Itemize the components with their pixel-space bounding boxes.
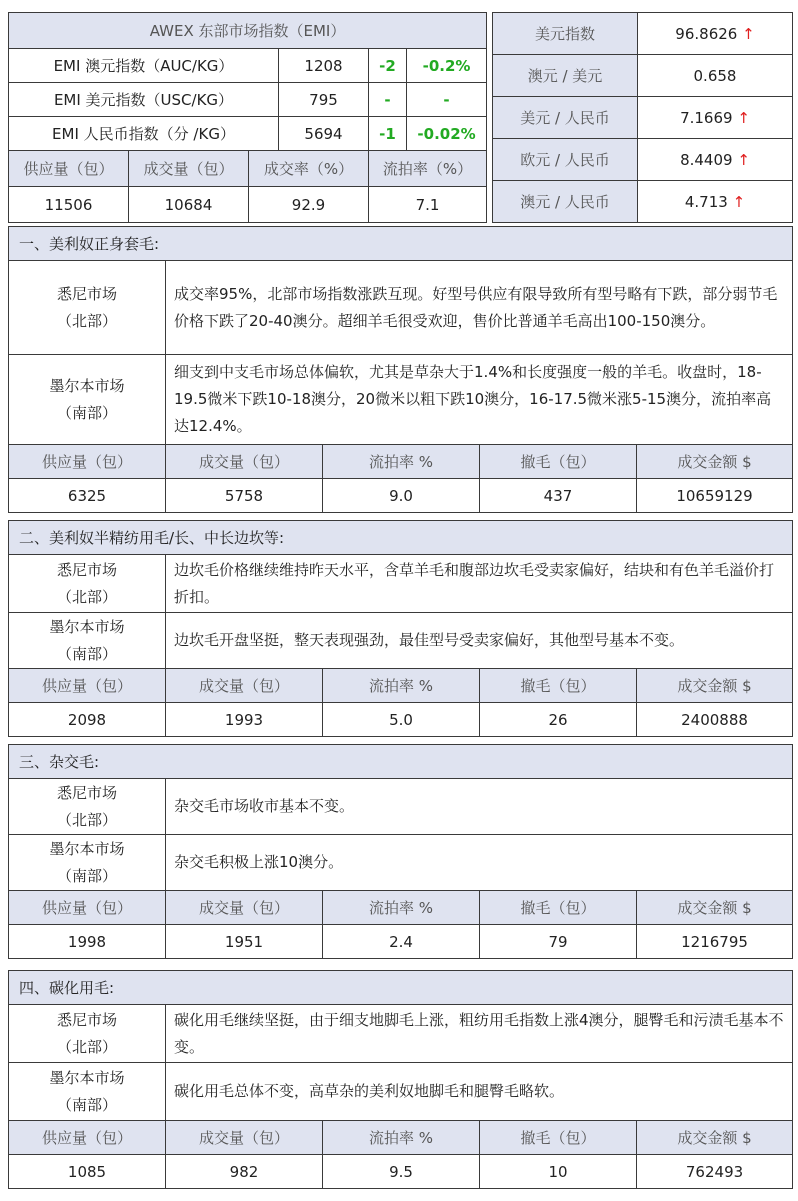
section-title: 三、杂交毛: [9, 745, 793, 779]
stats-value: 92.9 [249, 187, 369, 223]
fx-value-cell [638, 139, 793, 181]
market-name: 悉尼市场 [56, 560, 117, 579]
col-value: 10 [480, 1155, 637, 1189]
section-merino-skirtings [8, 520, 793, 737]
fx-value: 7.1669 [680, 108, 733, 127]
section-title: 二、美利奴半精纺用毛/长、中长边坎等: [9, 521, 793, 555]
col-value: 9.5 [323, 1155, 480, 1189]
market-description: 成交率95%，北部市场指数涨跌互现。好型号供应有限导致所有型号略有下跌，部分弱节毛价格下跌了20-40澳分。超细羊毛很受欢迎，售价比普通羊毛高出100-150澳分。 [166, 261, 793, 355]
market-name: 悉尼市场 [56, 1010, 117, 1029]
section-title: 四、碳化用毛: [9, 971, 793, 1005]
market-region: （北部） [56, 1037, 117, 1056]
col-value: 2098 [9, 703, 166, 737]
fx-value-cell [638, 97, 793, 139]
fx-label: 美元指数 [493, 13, 638, 55]
stats-value: 7.1 [369, 187, 487, 223]
market-region: （北部） [56, 587, 117, 606]
arrow-up-icon: ↑ [732, 192, 746, 211]
col-value: 762493 [637, 1155, 793, 1189]
fx-label: 澳元 / 美元 [493, 55, 638, 97]
emi-row-label: EMI 澳元指数（AUC/KG） [9, 49, 279, 83]
arrow-up-icon: ↑ [737, 108, 750, 127]
col-header: 撤毛（包） [480, 445, 637, 479]
market-description: 杂交毛积极上涨10澳分。 [166, 835, 793, 891]
fx-value: 8.4409 [680, 150, 733, 169]
market-region: （南部） [56, 1095, 117, 1114]
fx-value: 0.658 [693, 66, 737, 85]
col-value: 1993 [166, 703, 323, 737]
emi-row-value: 5694 [279, 117, 369, 151]
market-region: （南部） [56, 866, 117, 885]
market-cell [9, 555, 166, 613]
emi-row-pct: -0.02% [407, 117, 487, 151]
col-value: 9.0 [323, 479, 480, 513]
col-header: 成交金额 $ [637, 669, 793, 703]
emi-row-label: EMI 美元指数（USC/KG） [9, 83, 279, 117]
stats-header: 成交量（包） [129, 151, 249, 187]
market-region: （北部） [56, 311, 117, 330]
fx-value-cell [638, 181, 793, 223]
market-cell [9, 261, 166, 355]
market-region: （南部） [56, 403, 117, 422]
market-description: 边坎毛价格继续维持昨天水平，含草羊毛和腹部边坎毛受卖家偏好，结块和有色羊毛溢价打折扣。 [166, 555, 793, 613]
market-cell [9, 835, 166, 891]
col-header: 供应量（包） [9, 1121, 166, 1155]
stats-header: 成交率（%） [249, 151, 369, 187]
col-value: 79 [480, 925, 637, 959]
fx-label: 澳元 / 人民币 [493, 181, 638, 223]
col-value: 10659129 [637, 479, 793, 513]
col-header: 成交量（包） [166, 669, 323, 703]
emi-row-change: -1 [369, 117, 407, 151]
stats-header: 流拍率（%） [369, 151, 487, 187]
market-name: 悉尼市场 [56, 284, 117, 303]
market-description: 碳化用毛总体不变，高草杂的美利奴地脚毛和腿臀毛略软。 [166, 1063, 793, 1121]
col-header: 供应量（包） [9, 669, 166, 703]
emi-row-value: 1208 [279, 49, 369, 83]
col-value: 1085 [9, 1155, 166, 1189]
col-header: 流拍率 % [323, 1121, 480, 1155]
col-header: 成交量（包） [166, 445, 323, 479]
col-value: 982 [166, 1155, 323, 1189]
market-name: 墨尔本市场 [49, 1068, 125, 1087]
col-value: 437 [480, 479, 637, 513]
col-header: 撤毛（包） [480, 1121, 637, 1155]
emi-row-change: -2 [369, 49, 407, 83]
col-value: 5758 [166, 479, 323, 513]
market-description: 碳化用毛继续坚挺，由于细支地脚毛上涨，粗纺用毛指数上涨4澳分，腿臀毛和污渍毛基本不变。 [166, 1005, 793, 1063]
stats-value: 11506 [9, 187, 129, 223]
emi-title: AWEX 东部市场指数（EMI） [9, 13, 487, 49]
col-value: 26 [480, 703, 637, 737]
col-header: 流拍率 % [323, 445, 480, 479]
market-description: 杂交毛市场收市基本不变。 [166, 779, 793, 835]
fx-value: 96.8626 [675, 24, 738, 43]
emi-table [8, 12, 487, 151]
section-merino-fleece [8, 226, 793, 513]
market-cell [9, 613, 166, 669]
col-header: 供应量（包） [9, 891, 166, 925]
emi-stats-table [8, 150, 487, 223]
market-description: 细支到中支毛市场总体偏软，尤其是草杂大于1.4%和长度强度一般的羊毛。收盘时，18-19.5微米下跌10-18澳分，20微米以粗下跌10澳分，16-17.5微米涨5-15澳分，流拍率高达12.4%。 [166, 355, 793, 445]
col-header: 供应量（包） [9, 445, 166, 479]
section-carbonising [8, 970, 793, 1189]
market-cell [9, 779, 166, 835]
market-region: （北部） [56, 810, 117, 829]
emi-row-pct: - [407, 83, 487, 117]
emi-row-change: - [369, 83, 407, 117]
col-header: 流拍率 % [323, 891, 480, 925]
col-header: 成交金额 $ [637, 1121, 793, 1155]
col-value: 1998 [9, 925, 166, 959]
col-header: 撤毛（包） [480, 669, 637, 703]
col-header: 成交金额 $ [637, 891, 793, 925]
market-name: 墨尔本市场 [49, 376, 125, 395]
market-cell [9, 1063, 166, 1121]
col-value: 5.0 [323, 703, 480, 737]
section-title: 一、美利奴正身套毛: [9, 227, 793, 261]
col-header: 撤毛（包） [480, 891, 637, 925]
arrow-up-icon: ↑ [742, 24, 755, 43]
col-header: 成交量（包） [166, 891, 323, 925]
arrow-up-icon: ↑ [737, 150, 750, 169]
col-value: 1951 [166, 925, 323, 959]
col-value: 2.4 [323, 925, 480, 959]
fx-value: 4.713 [684, 192, 728, 211]
fx-label: 美元 / 人民币 [493, 97, 638, 139]
section-crossbred [8, 744, 793, 959]
fx-value-cell [638, 55, 793, 97]
emi-row-pct: -0.2% [407, 49, 487, 83]
market-region: （南部） [56, 644, 117, 663]
stats-value: 10684 [129, 187, 249, 223]
market-name: 墨尔本市场 [49, 839, 125, 858]
col-value: 6325 [9, 479, 166, 513]
fx-table [492, 12, 793, 223]
market-cell [9, 1005, 166, 1063]
col-header: 成交金额 $ [637, 445, 793, 479]
fx-label: 欧元 / 人民币 [493, 139, 638, 181]
col-value: 1216795 [637, 925, 793, 959]
col-header: 成交量（包） [166, 1121, 323, 1155]
market-name: 墨尔本市场 [49, 617, 125, 636]
market-cell [9, 355, 166, 445]
fx-value-cell [638, 13, 793, 55]
emi-row-label: EMI 人民币指数（分 /KG） [9, 117, 279, 151]
emi-row-value: 795 [279, 83, 369, 117]
stats-header: 供应量（包） [9, 151, 129, 187]
col-header: 流拍率 % [323, 669, 480, 703]
market-description: 边坎毛开盘坚挺，整天表现强劲，最佳型号受卖家偏好，其他型号基本不变。 [166, 613, 793, 669]
market-name: 悉尼市场 [56, 783, 117, 802]
col-value: 2400888 [637, 703, 793, 737]
